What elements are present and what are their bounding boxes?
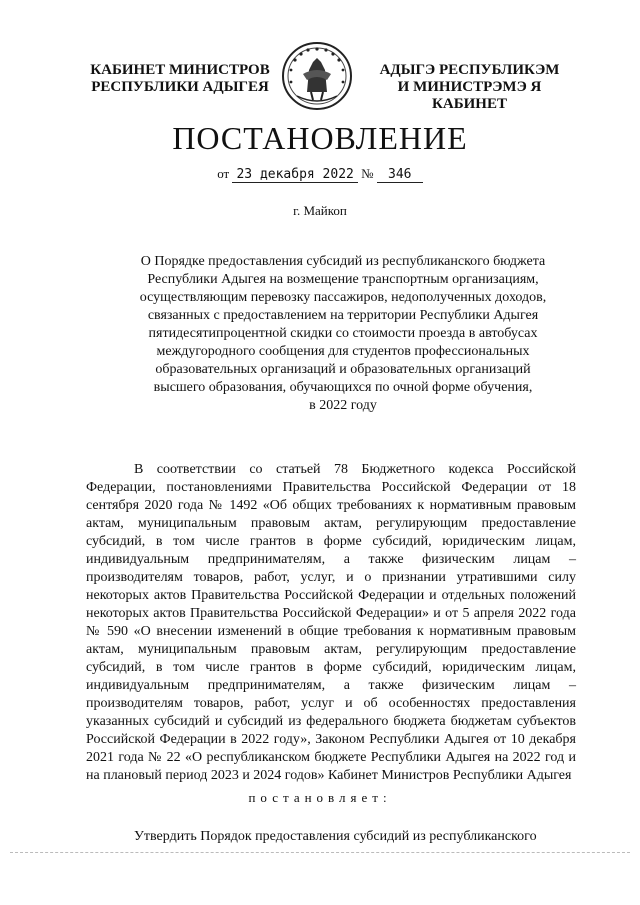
org-right-line2: И МИНИСТРЭМЭ Я КАБИНЕТ [397,79,542,112]
document-title: ПОСТАНОВЛЕНИЕ [172,120,468,156]
city: г. Майкоп [293,203,347,218]
subject-line: Республики Адыгея на возмещение транспортным организациям, [147,272,539,287]
first-clause-line: Утвердить Порядок предоставления субсидий из республиканского [134,829,537,844]
org-right-line1: АДЫГЭ РЕСПУБЛИКЭМ [379,62,560,78]
org-left-line2: РЕСПУБЛИКИ АДЫГЕЯ [91,79,269,95]
number-prefix: № [361,166,374,181]
org-name-adyghe [362,62,577,113]
subject-line: междугородного сообщения для студентов профессиональных [156,344,530,359]
org-left-line1: КАБИНЕТ МИНИСТРОВ [90,62,270,78]
document-number: 346 [377,167,423,183]
scan-edge-divider [10,852,630,853]
subject-line: высшего образования, обучающихся по очной форме обучения, [153,380,533,395]
subject-line: пятидесятипроцентной скидки со стоимости проезда в автобусах [148,326,538,341]
date-prefix: от [217,166,230,181]
preamble-paragraph: В соответствии со статьей 78 Бюджетного кодекса Российской Федерации, постановлениями Правительства Российской Федерации от 18 сентября 2020 года № 1492 «Об общих требованиях к нормативным правовым актам, муниципальным правовым актам, регулирующим предоставление субсидий, в том числе грантов в форме субсидий, юридическим лицам, индивидуальным предпринимателям, а также физическим лицам – производителям товаров, работ, услуг, и о признании утратившими силу некоторых актов Правительства Российской Федерации и отдельных положений некоторых актов Правительства Российской Федерации» и от 5 апреля 2022 года № 590 «О внесении изменений в общие требования к нормативным правовым актам, муниципальным правовым актам, регулирующим предоставление субсидий, в том числе грантов в форме субсидий, юридическим лицам, индивидуальным предпринимателям, а также физическим лицам – производителям товаров, работ, услуг и об особенностях предоставления указанных субсидий и субсидий из федерального бюджета бюджетам субъектов Российской Федерации в 2022 году», Законом Республики Адыгея от 10 декабря 2021 года № 22 «О республиканском бюджете Республики Адыгея на 2022 год и на плановый период 2023 и 2024 годов» Кабинет Министров Республики Адыгея [86,462,576,783]
document-header [0,40,640,110]
republic-coat-of-arms-icon [277,40,357,112]
document-subject [108,253,578,415]
subject-line: связанных с предоставлением на территории Республики Адыгея [147,308,539,323]
subject-line: образовательных организаций и образовательных организаций [155,362,531,377]
org-name-russian [85,62,275,96]
decree-word: постановляет: [248,790,392,805]
subject-line: в 2022 году [309,398,377,413]
date-line [0,166,640,183]
subject-line: осуществляющим перевозку пассажиров, недополученных доходов, [139,290,547,305]
document-date: 23 декабря 2022 [232,167,357,183]
subject-line: О Порядке предоставления субсидий из республиканского бюджета [140,254,546,269]
